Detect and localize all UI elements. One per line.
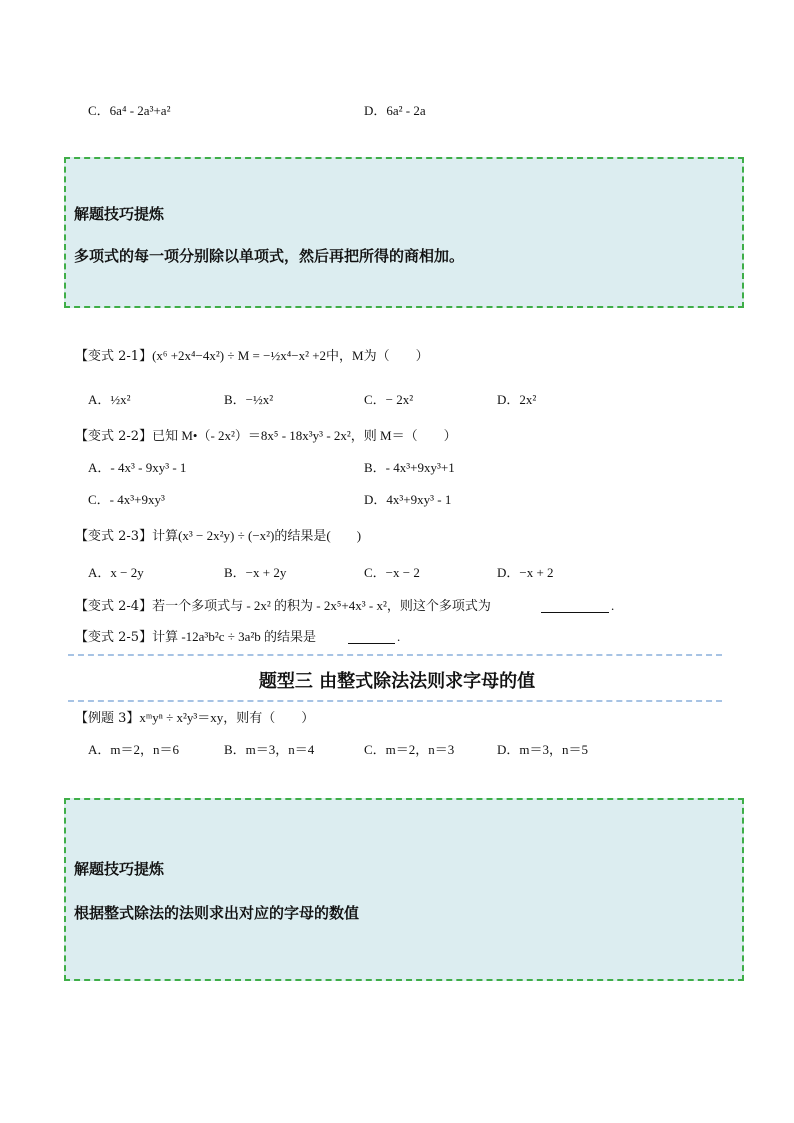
variant-2-3-option-b: B．−x + 2y [224,565,287,580]
section-divider-bottom [68,700,722,702]
example-3-label: 【例题 3】 [75,711,140,726]
variant-2-1 [75,347,429,366]
variant-2-5-label: 【变式 2-5】 [75,630,153,645]
variant-2-2-label: 【变式 2-2】 [75,429,153,444]
variant-2-4-answer-blank[interactable] [541,612,609,613]
variant-2-4-label: 【变式 2-4】 [75,599,153,614]
variant-2-5-question: 计算 -12a³b²c ÷ 3a²b 的结果是 [152,629,317,644]
tip-box-1-body: 多项式的每一项分别除以单项式，然后再把所得的商相加。 [74,247,465,265]
variant-2-5 [75,628,316,647]
variant-2-5-answer-blank[interactable] [348,643,395,644]
variant-2-1-option-b: B．−½x² [224,392,274,407]
variant-2-3-option-a: A．x − 2y [88,565,144,580]
variant-2-3-option-d: D．−x + 2 [497,565,554,580]
example-3-option-d: D．m＝3，n＝5 [497,742,589,757]
variant-2-3-option-c: C．−x − 2 [364,565,420,580]
variant-2-3-question: 计算(x³ − 2x²y) ÷ (−x²)的结果是( ) [152,528,362,543]
tip-box-2-title: 解题技巧提炼 [74,860,165,878]
variant-2-1-option-c: C．− 2x² [364,392,414,407]
variant-2-5-end: . [397,629,401,644]
variant-2-1-label: 【变式 2-1】 [75,349,153,364]
variant-2-1-option-a: A．½x² [88,392,131,407]
example-3-option-c: C．m＝2，n＝3 [364,742,455,757]
example-3 [75,709,314,728]
variant-2-1-option-d: D．2x² [497,392,537,407]
variant-2-4-question: 若一个多项式与 - 2x² 的积为 - 2x⁵+4x³ - x²，则这个多项式为 [152,598,491,613]
example-3-option-a: A．m＝2，n＝6 [88,742,180,757]
variant-2-3 [75,527,361,546]
section-divider-top [68,654,722,656]
variant-2-4 [75,597,491,616]
example-3-option-b: B．m＝3，n＝4 [224,742,315,757]
variant-2-4-end: . [611,598,615,613]
variant-2-1-question: (x⁶ +2x⁴−4x²) ÷ M = −½x⁴−x² +2中，M为（ ） [152,348,429,363]
tip-box-1 [64,157,744,308]
variant-2-2-question: 已知 M•（- 2x²）＝8x⁵ - 18x³y³ - 2x²，则 M＝（ ） [152,428,457,443]
tip-box-2 [64,798,744,981]
tip-box-1-title: 解题技巧提炼 [74,205,165,223]
variant-2-3-label: 【变式 2-3】 [75,529,153,544]
option-c-top: C．6a⁴ - 2a³+a² [88,103,171,118]
variant-2-2 [75,427,457,446]
example-3-question: xᵐyⁿ ÷ x²y³＝xy，则有（ ） [139,710,315,725]
tip-box-2-body: 根据整式除法的法则求出对应的字母的数值 [74,904,360,922]
section-heading: 题型三 由整式除法法则求字母的值 [258,671,536,692]
variant-2-2-option-b: B．- 4x³+9xy³+1 [364,460,455,475]
variant-2-2-option-d: D．4x³+9xy³ - 1 [364,492,452,507]
variant-2-2-option-a: A．- 4x³ - 9xy³ - 1 [88,460,187,475]
option-d-top: D．6a² - 2a [364,103,426,118]
variant-2-2-option-c: C．- 4x³+9xy³ [88,492,165,507]
